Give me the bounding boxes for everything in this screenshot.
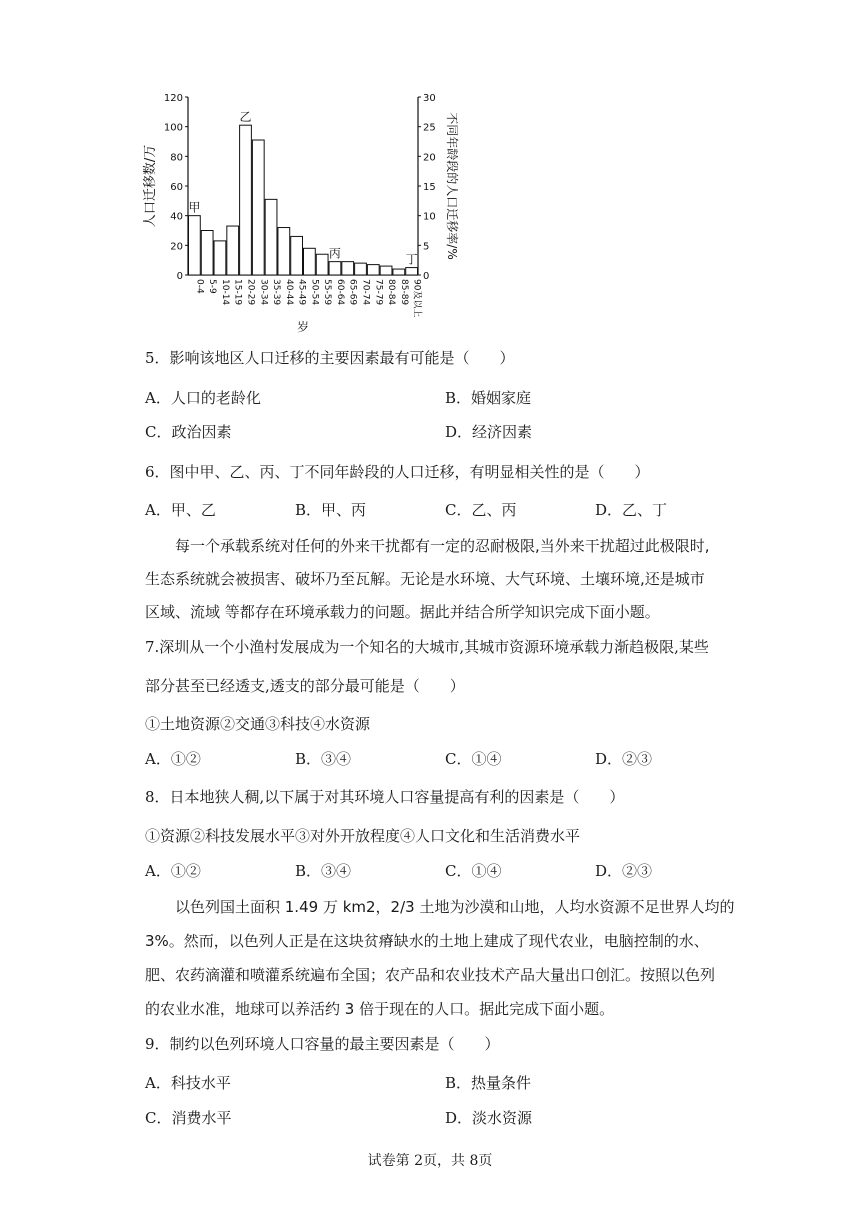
bar [278,228,290,275]
x-tick-label: 15-19 [232,279,243,306]
bar [201,231,213,276]
q7-stem-line-2: 部分甚至已经透支,透支的部分最可能是（ ） [145,677,465,695]
passage1-line-2: 生态系统就会被损害、破坏乃至瓦解。无论是水环境、大气环境、土壤环境,还是城市 [145,570,705,588]
chart-svg [143,85,460,335]
bar [406,268,418,275]
passage2-line-2: 3%。然而，以色列人正是在这块贫瘠缺水的土地上建成了现代农业，电脑控制的水、 [145,932,709,950]
q5-option-d[interactable]: D．经济因素 [445,423,533,441]
q5-option-c[interactable]: C．政治因素 [145,423,232,441]
x-axis-label: 岁 [296,320,310,334]
passage2-line-4: 的农业水准，地球可以养活约 3 倍于现在的人口。据此完成下面小题。 [145,1000,615,1018]
x-tick-label: 60-64 [334,279,345,306]
y-tick-label: 120 [163,93,183,104]
x-tick-label: 70-74 [360,279,371,306]
x-tick-label: 30-34 [258,279,269,306]
bar [316,254,328,275]
bar [329,262,341,275]
y2-tick-label: 15 [423,182,436,193]
page-footer: 试卷第 2页，共 8页 [367,1153,493,1169]
q7-option-c[interactable]: C．①④ [445,750,502,768]
y2-axis-label: 不同年龄段的人口迁移率/% [445,112,459,260]
bar [189,216,201,275]
x-tick-label: 85-89 [398,279,409,306]
passage1-line-1: 每一个承载系统对任何的外来干扰都有一定的忍耐极限,当外来干扰超过此极限时, [175,537,710,555]
bar-annotation: 乙 [239,110,252,125]
y-tick-label: 80 [170,152,183,164]
x-tick-label: 20-29 [245,279,256,306]
q9-stem: 9．制约以色列环境人口容量的最主要因素是（ ） [145,1035,500,1053]
q9-option-d[interactable]: D．淡水资源 [445,1109,533,1127]
x-tick-label: 35-39 [271,279,282,306]
y-tick-label: 20 [170,241,183,253]
q8-option-c[interactable]: C．①④ [445,862,502,880]
q6-option-c[interactable]: C．乙、丙 [445,501,517,519]
q6-option-d[interactable]: D．乙、丁 [595,501,668,519]
q6-option-a[interactable]: A．甲、乙 [145,501,216,519]
q8-option-d[interactable]: D．②③ [595,862,653,880]
bar [367,265,379,275]
x-tick-label: 45-49 [296,279,307,306]
bar-annotation: 甲 [188,200,201,215]
q9-option-c[interactable]: C．消费水平 [145,1109,232,1127]
x-tick-label: 65-69 [347,279,358,306]
y2-tick-label: 25 [423,122,436,134]
q7-options-line: ①土地资源②交通③科技④水资源 [145,715,371,733]
x-tick-label: 5-9 [207,279,218,294]
q5-option-a[interactable]: A．人口的老龄化 [145,389,261,407]
bar [240,125,252,275]
x-tick-label: 40-44 [283,279,294,306]
passage1-line-3: 区域、流域 等都存在环境承载力的问题。据此并结合所学知识完成下面小题。 [145,603,660,621]
x-tick-label: 55-59 [322,279,333,306]
bar [342,262,354,275]
q7-stem-line-1: 7.深圳从一个小渔村发展成为一个知名的大城市,其城市资源环境承载力渐趋极限,某些 [145,638,709,656]
x-tick-label: 10-14 [219,279,230,306]
q8-option-b[interactable]: B．③④ [295,862,352,880]
y-tick-label: 100 [163,122,183,134]
q5-option-b[interactable]: B．婚姻家庭 [445,389,532,407]
y-tick-label: 0 [176,271,183,282]
bar [393,269,405,275]
y-tick-label: 60 [170,182,183,193]
q8-options-line: ①资源②科技发展水平③对外开放程度④人口文化和生活消费水平 [145,827,581,845]
population-migration-chart [143,85,460,335]
q8-option-a[interactable]: A．①② [145,862,201,880]
bar-annotation: 丙 [328,246,341,261]
q9-option-a[interactable]: A．科技水平 [145,1074,231,1092]
q8-stem: 8．日本地狭人稠,以下属于对其环境人口容量提高有利的因素是（ ） [145,788,625,806]
y2-tick-label: 0 [423,271,430,282]
bar [214,241,226,275]
bar [265,199,277,275]
passage2-line-1: 以色列国土面积 1.49 万 km2，2/3 土地为沙漠和山地，人均水资源不足世界人均的 [175,898,735,916]
q7-option-b[interactable]: B．③④ [295,750,352,768]
q6-option-b[interactable]: B．甲、丙 [295,501,367,519]
bar [252,140,264,275]
x-tick-label: 0-4 [194,279,205,294]
bar-annotation: 丁 [405,252,418,267]
y2-tick-label: 20 [423,152,436,164]
x-tick-label: 75-79 [373,279,384,306]
bar [304,248,316,275]
q5-stem: 5．影响该地区人口迁移的主要因素最有可能是（ ） [145,349,515,367]
y-tick-label: 40 [170,211,183,223]
q9-option-b[interactable]: B．热量条件 [445,1074,532,1092]
bar [380,266,392,275]
bar [291,236,303,275]
passage2-line-3: 肥、农药滴灌和喷灌系统遍布全国；农产品和农业技术产品大量出口创汇。按照以色列 [145,966,716,984]
q7-option-d[interactable]: D．②③ [595,750,653,768]
x-tick-label: 90及以上 [411,279,422,318]
q6-stem: 6．图中甲、乙、丙、丁不同年龄段的人口迁移，有明显相关性的是（ ） [145,463,650,481]
bar [355,263,367,275]
y2-tick-label: 5 [423,241,430,253]
x-tick-label: 80-84 [386,279,397,306]
bar [227,226,239,275]
y2-tick-label: 10 [423,211,436,223]
y-axis-label: 人口迁移数/万 [143,144,158,228]
q7-option-a[interactable]: A．①② [145,750,201,768]
y2-tick-label: 30 [423,93,436,104]
x-tick-label: 50-54 [309,279,320,306]
